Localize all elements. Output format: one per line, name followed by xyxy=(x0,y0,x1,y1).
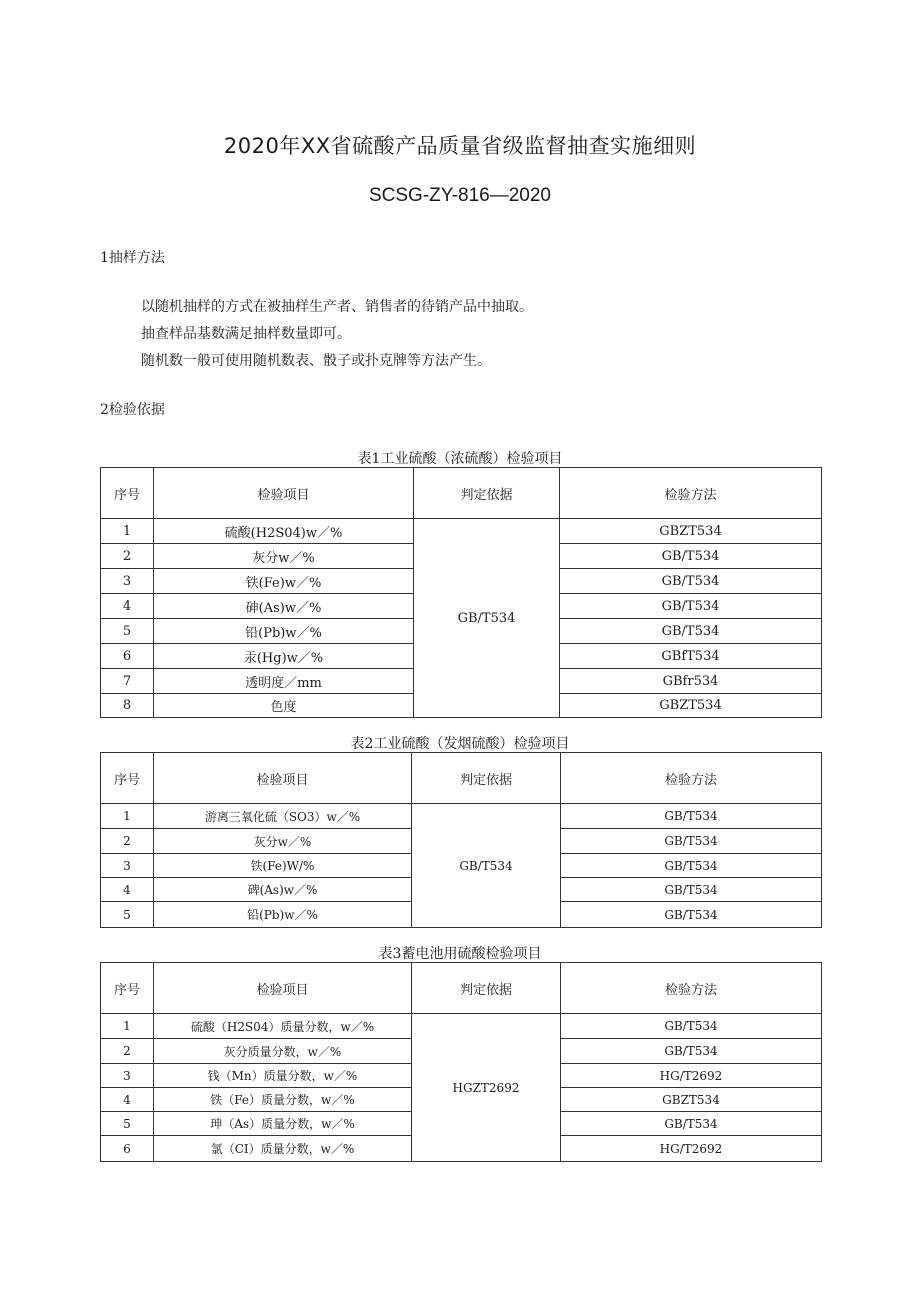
inspection-item: 钱（Mn）质量分数，w／% xyxy=(154,1064,412,1088)
inspection-item: 氯（CI）质量分数，w／% xyxy=(154,1136,412,1162)
row-number: 1 xyxy=(101,1014,154,1039)
test-method: GBZT534 xyxy=(561,1088,822,1112)
row-number: 1 xyxy=(101,804,154,829)
test-method: GB/T534 xyxy=(561,804,822,829)
inspection-item: 铁(Fe)w／% xyxy=(154,569,414,594)
header-cell: 检验项目 xyxy=(154,753,412,804)
test-method: HG/T2692 xyxy=(561,1064,822,1088)
row-number: 3 xyxy=(101,1064,154,1088)
table3 xyxy=(100,962,822,1162)
test-method: GBfr534 xyxy=(560,669,822,694)
test-method: GBfT534 xyxy=(560,644,822,669)
row-number: 4 xyxy=(101,1088,154,1112)
header-cell: 序号 xyxy=(101,753,154,804)
section2-heading: 2检验依据 xyxy=(100,402,165,418)
row-number: 2 xyxy=(101,1039,154,1064)
inspection-item: 透明度／mm xyxy=(154,669,414,694)
inspection-item: 铁（Fe）质量分数，w／% xyxy=(154,1088,412,1112)
section1-paragraph: 抽查样品基数满足抽样数量即可。 xyxy=(141,326,351,342)
test-method: GB/T534 xyxy=(561,1014,822,1039)
header-cell: 检验方法 xyxy=(561,753,822,804)
judgement-basis: HGZT2692 xyxy=(412,1014,561,1162)
section1-paragraph: 随机数一般可使用随机数表、骰子或扑克牌等方法产生。 xyxy=(141,353,491,369)
test-method: GB/T534 xyxy=(560,619,822,644)
header-cell: 判定依据 xyxy=(412,753,561,804)
test-method: GB/T534 xyxy=(561,829,822,854)
row-number: 5 xyxy=(101,902,154,928)
inspection-item: 碑(As)w／% xyxy=(154,878,412,902)
judgement-basis: GB/T534 xyxy=(412,804,561,928)
inspection-item: 灰分w／% xyxy=(154,829,412,854)
table-header-row xyxy=(101,963,822,1014)
test-method: GBZT534 xyxy=(560,519,822,544)
table-header-row xyxy=(101,753,822,804)
table2-caption: 表2工业硫酸（发烟硫酸）检验项目 xyxy=(350,736,570,752)
test-method: GB/T534 xyxy=(561,878,822,902)
row-number: 7 xyxy=(101,669,154,694)
test-method: GB/T534 xyxy=(560,544,822,569)
document-code: SCSG-ZY-816—2020 xyxy=(368,185,551,206)
header-cell: 检验方法 xyxy=(560,468,822,519)
table-row xyxy=(101,519,822,544)
test-method: GB/T534 xyxy=(560,569,822,594)
table-header-row xyxy=(101,468,822,519)
row-number: 4 xyxy=(101,594,154,619)
header-cell: 检验项目 xyxy=(154,468,414,519)
test-method: GB/T534 xyxy=(560,594,822,619)
inspection-item: 硫酸(H2S04)w／% xyxy=(154,519,414,544)
document-title: 2020年XX省硫酸产品质量省级监督抽查实施细则 xyxy=(223,134,697,158)
inspection-item: 灰分质量分数，w／% xyxy=(154,1039,412,1064)
header-cell: 判定依据 xyxy=(414,468,560,519)
inspection-item: 砷(As)w／% xyxy=(154,594,414,619)
row-number: 6 xyxy=(101,1136,154,1162)
judgement-basis: GB/T534 xyxy=(414,519,560,718)
table1 xyxy=(100,467,822,718)
inspection-item: 色度 xyxy=(154,694,414,718)
row-number: 5 xyxy=(101,619,154,644)
table1-caption: 表1工业硫酸（浓硫酸）检验项目 xyxy=(357,451,563,467)
test-method: GBZT534 xyxy=(560,694,822,718)
row-number: 1 xyxy=(101,519,154,544)
inspection-item: 铅(Pb)w／% xyxy=(154,619,414,644)
section1-paragraph: 以随机抽样的方式在被抽样生产者、销售者的待销产品中抽取。 xyxy=(141,299,533,315)
row-number: 6 xyxy=(101,644,154,669)
row-number: 4 xyxy=(101,878,154,902)
inspection-item: 珅（As）质量分数，w／% xyxy=(154,1112,412,1136)
test-method: GB/T534 xyxy=(561,902,822,928)
test-method: GB/T534 xyxy=(561,1039,822,1064)
row-number: 8 xyxy=(101,694,154,718)
row-number: 3 xyxy=(101,854,154,878)
row-number: 2 xyxy=(101,829,154,854)
inspection-item: 汞(Hg)w／% xyxy=(154,644,414,669)
table-row xyxy=(101,804,822,829)
header-cell: 判定依据 xyxy=(412,963,561,1014)
row-number: 5 xyxy=(101,1112,154,1136)
test-method: GB/T534 xyxy=(561,854,822,878)
inspection-item: 游离三氧化硫（SO3）w／% xyxy=(154,804,412,829)
section1-heading: 1抽样方法 xyxy=(100,250,165,266)
table-row xyxy=(101,1014,822,1039)
inspection-item: 硫酸（H2S04）质量分数，w／% xyxy=(154,1014,412,1039)
table3-caption: 表3蓄电池用硫酸检验项目 xyxy=(378,946,542,962)
header-cell: 序号 xyxy=(101,468,154,519)
row-number: 2 xyxy=(101,544,154,569)
header-cell: 检验方法 xyxy=(561,963,822,1014)
header-cell: 序号 xyxy=(101,963,154,1014)
table2 xyxy=(100,752,822,928)
inspection-item: 铁(Fe)W/% xyxy=(154,854,412,878)
inspection-item: 灰分w／% xyxy=(154,544,414,569)
test-method: HG/T2692 xyxy=(561,1136,822,1162)
inspection-item: 铅(Pb)w／% xyxy=(154,902,412,928)
header-cell: 检验项目 xyxy=(154,963,412,1014)
test-method: GB/T534 xyxy=(561,1112,822,1136)
row-number: 3 xyxy=(101,569,154,594)
